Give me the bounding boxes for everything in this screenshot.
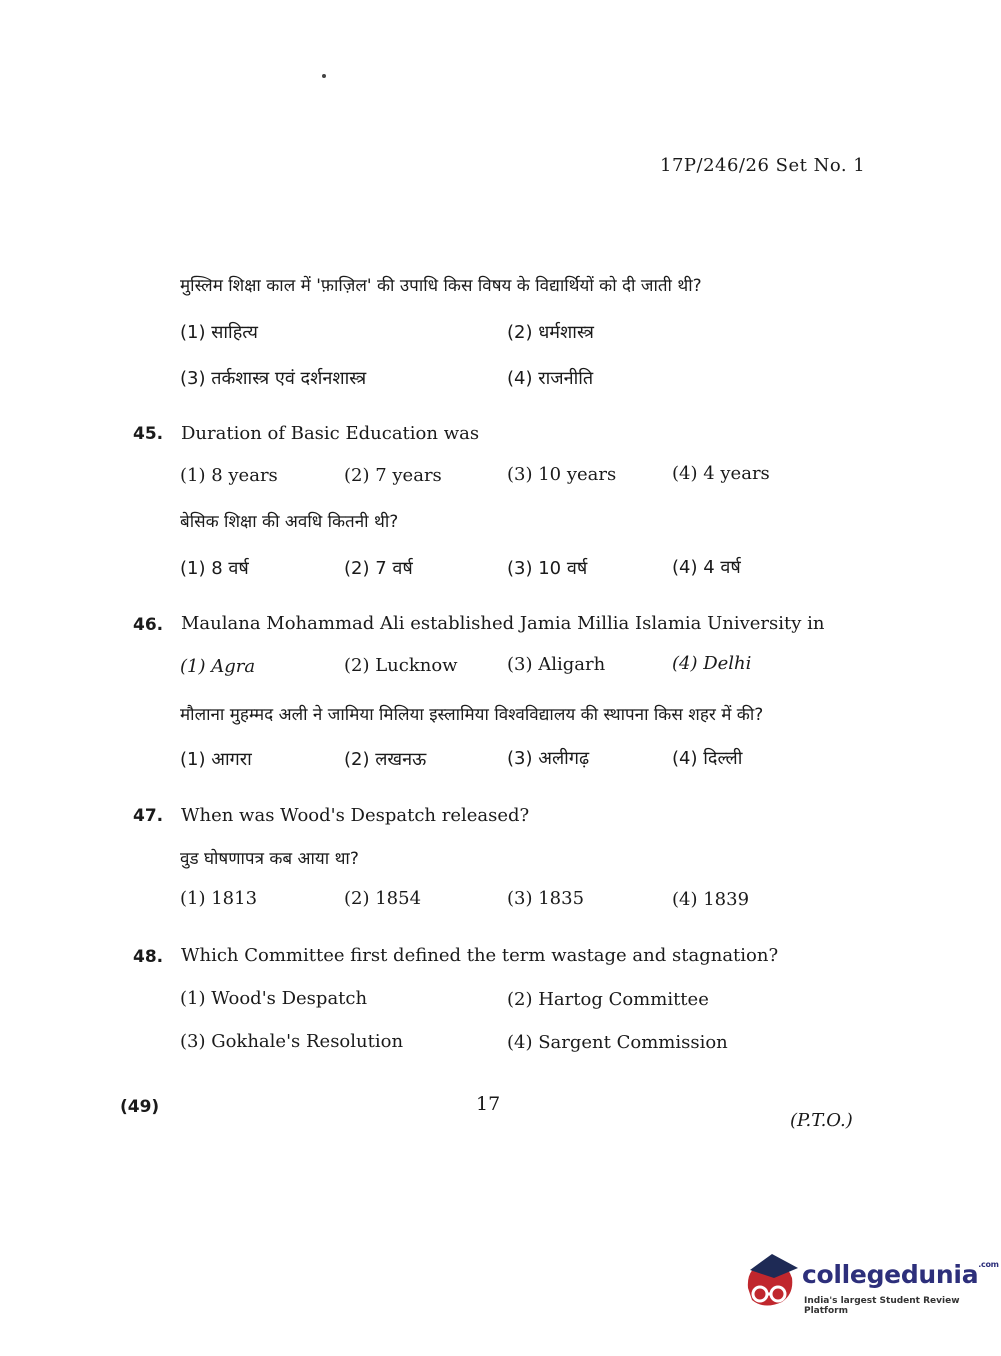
q46-hindi-text: मौलाना मुहम्मद अली ने जामिया मिलिया इस्लामिया विश्वविद्यालय की स्थापना किस शहर में की? bbox=[180, 705, 764, 725]
q45-english-text: Duration of Basic Education was bbox=[181, 423, 480, 444]
watermark-brand-suffix: .com bbox=[978, 1260, 999, 1269]
q44-hindi-text: मुस्लिम शिक्षा काल में 'फ़ाज़िल' की उपाधि किस विषय के विद्यार्थियों को दी जाती थी? bbox=[180, 276, 702, 296]
q47-number: 47. bbox=[133, 806, 164, 826]
q46-number: 46. bbox=[133, 615, 164, 635]
q48-option-3: (3) Gokhale's Resolution bbox=[180, 1031, 404, 1052]
watermark-tagline: India's largest Student Review Platform bbox=[804, 1296, 960, 1316]
watermark-brand-name: collegedunia bbox=[802, 1260, 979, 1289]
q48-english-text: Which Committee first defined the term wastage and stagnation? bbox=[181, 945, 779, 966]
q45-option-en-3: (3) 10 years bbox=[507, 464, 617, 485]
q45-option-hi-2: (2) 7 वर्ष bbox=[344, 558, 413, 579]
q47-option-1: (1) 1813 bbox=[180, 888, 258, 909]
q48-option-4: (4) Sargent Commission bbox=[507, 1032, 728, 1053]
q44-option-3: (3) तर्कशास्त्र एवं दर्शनशास्त्र bbox=[180, 368, 367, 389]
q48-option-2: (2) Hartog Committee bbox=[507, 989, 709, 1010]
q46-option-en-2: (2) Lucknow bbox=[344, 655, 458, 676]
please-turn-over: (P.T.O.) bbox=[790, 1110, 853, 1131]
q47-english-text: When was Wood's Despatch released? bbox=[181, 805, 530, 826]
q46-option-hi-1: (1) आगरा bbox=[180, 749, 252, 770]
q44-option-4: (4) राजनीति bbox=[507, 368, 594, 389]
q44-option-2: (2) धर्मशास्त्र bbox=[507, 322, 594, 343]
q46-option-en-4: (4) Delhi bbox=[672, 653, 752, 674]
q46-option-en-1: (1) Agra bbox=[180, 656, 256, 677]
q48-option-1: (1) Wood's Despatch bbox=[180, 988, 368, 1009]
q45-option-hi-3: (3) 10 वर्ष bbox=[507, 558, 588, 579]
q48-number: 48. bbox=[133, 947, 164, 967]
q45-option-en-1: (1) 8 years bbox=[180, 465, 278, 486]
footer-code: (49) bbox=[120, 1097, 160, 1117]
q47-option-3: (3) 1835 bbox=[507, 888, 585, 909]
q44-option-1: (1) साहित्य bbox=[180, 322, 258, 343]
q46-option-hi-3: (3) अलीगढ़ bbox=[507, 748, 590, 769]
q46-option-en-3: (3) Aligarh bbox=[507, 654, 606, 675]
set-number: 17P/246/26 Set No. 1 bbox=[660, 155, 866, 176]
q47-option-2: (2) 1854 bbox=[344, 888, 422, 909]
q45-option-en-4: (4) 4 years bbox=[672, 463, 770, 484]
q47-hindi-text: वुड घोषणापत्र कब आया था? bbox=[180, 849, 359, 869]
q46-option-hi-2: (2) लखनऊ bbox=[344, 749, 427, 770]
scan-speck bbox=[322, 74, 326, 78]
q46-option-hi-4: (4) दिल्ली bbox=[672, 748, 743, 769]
watermark-brand bbox=[802, 1260, 999, 1289]
q45-hindi-text: बेसिक शिक्षा की अवधि कितनी थी? bbox=[180, 512, 399, 532]
page-number: 17 bbox=[476, 1093, 501, 1115]
q47-option-4: (4) 1839 bbox=[672, 889, 750, 910]
q45-option-hi-4: (4) 4 वर्ष bbox=[672, 557, 741, 578]
q45-number: 45. bbox=[133, 424, 164, 444]
q46-english-text: Maulana Mohammad Ali established Jamia Millia Islamia University in bbox=[181, 613, 825, 634]
q45-option-en-2: (2) 7 years bbox=[344, 465, 442, 486]
q45-option-hi-1: (1) 8 वर्ष bbox=[180, 558, 249, 579]
